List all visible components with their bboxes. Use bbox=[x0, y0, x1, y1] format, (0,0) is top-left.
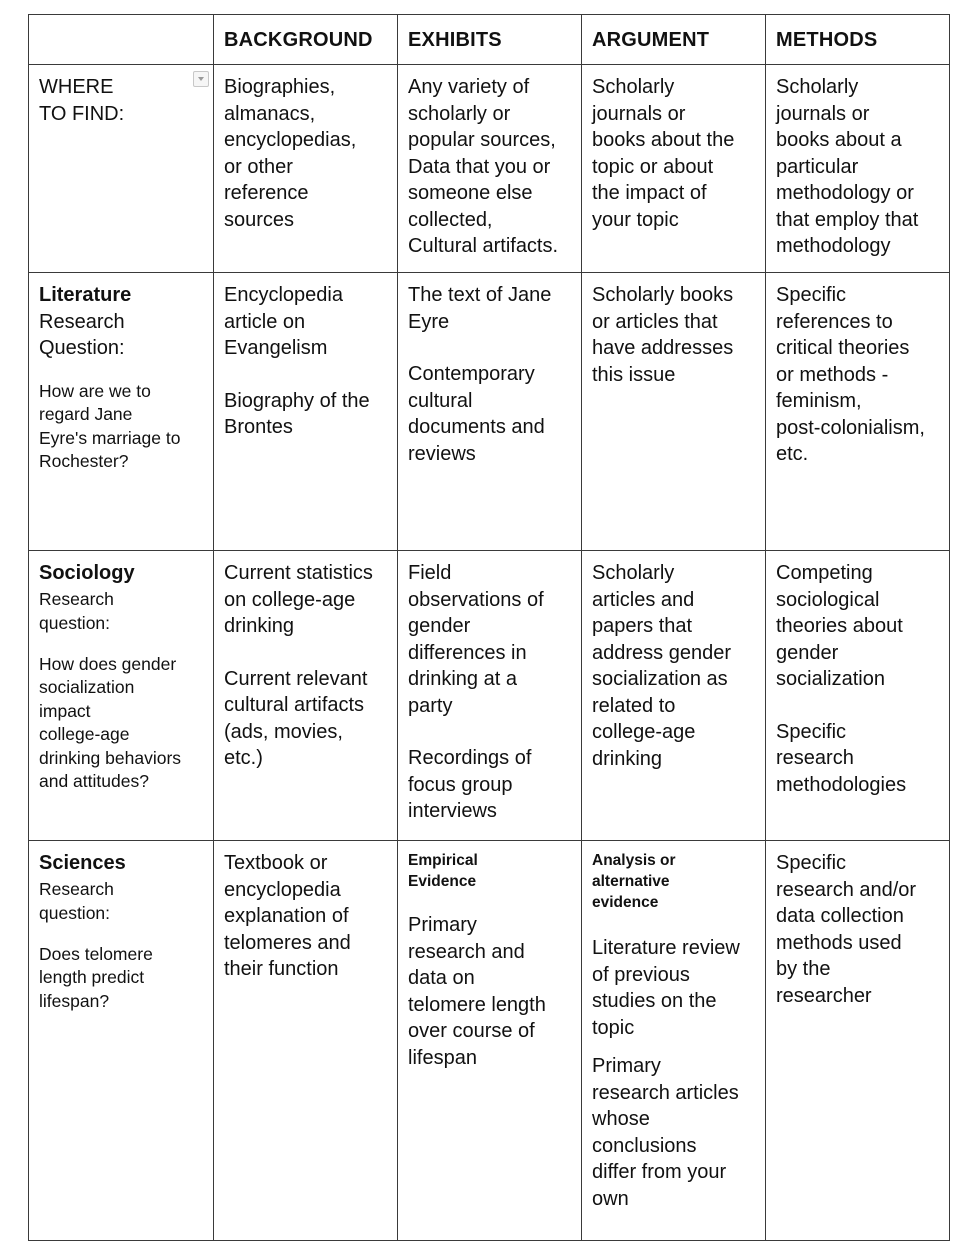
sociology-label-cell[interactable] bbox=[29, 551, 214, 841]
where-argument-text: Scholarly journals or books about the topic or about the impact of your topic bbox=[592, 76, 735, 231]
literature-methods-text: Specific references to critical theories or methods - feminism, post-colonialism, etc. bbox=[776, 284, 925, 465]
sciences-row bbox=[29, 841, 950, 1241]
sciences-exhibits-heading: Empirical Evidence bbox=[408, 852, 478, 890]
sociology-exhibits-text-2: Recordings of focus group interviews bbox=[408, 747, 532, 822]
literature-methods-cell[interactable] bbox=[766, 273, 950, 551]
sciences-exhibits-text: Primary research and data on telomere length over course of lifespan bbox=[408, 914, 546, 1069]
sciences-label-cell[interactable] bbox=[29, 841, 214, 1241]
sciences-background-text: Textbook or encyclopedia explanation of telomeres and their function bbox=[224, 852, 351, 980]
header-exhibits[interactable]: EXHIBITS bbox=[398, 15, 582, 65]
where-exhibits-text: Any variety of scholarly or popular sources, Data that you or someone else collected, Cultural artifacts. bbox=[408, 76, 559, 257]
header-corner-cell[interactable] bbox=[29, 15, 214, 65]
sociology-background-text-1: Current statistics on college-age drinking bbox=[224, 562, 373, 637]
header-background[interactable]: BACKGROUND bbox=[214, 15, 398, 65]
literature-background-cell[interactable] bbox=[214, 273, 398, 551]
where-to-find-label: WHERE TO FIND: bbox=[39, 76, 125, 125]
sciences-subtitle: Research question: bbox=[39, 878, 114, 923]
sciences-argument-text-2: Primary research articles whose conclusions differ from your own bbox=[592, 1055, 739, 1210]
sociology-title: Sociology bbox=[39, 562, 135, 584]
header-argument[interactable]: ARGUMENT bbox=[582, 15, 766, 65]
literature-subtitle: Research Question: bbox=[39, 310, 125, 359]
sociology-argument-text: Scholarly articles and papers that address gender socialization as related to college-age drinking bbox=[592, 562, 731, 770]
literature-exhibits-text-2: Contemporary cultural documents and reviews bbox=[408, 363, 545, 465]
sciences-exhibits-cell[interactable] bbox=[398, 841, 582, 1241]
header-row bbox=[29, 15, 950, 65]
header-methods[interactable]: METHODS bbox=[766, 15, 950, 65]
sciences-argument-heading: Analysis or alternative evidence bbox=[592, 852, 676, 911]
where-to-find-row bbox=[29, 65, 950, 273]
literature-background-text-2: Biography of the Brontes bbox=[224, 389, 370, 438]
literature-argument-cell[interactable] bbox=[582, 273, 766, 551]
sciences-background-cell[interactable] bbox=[214, 841, 398, 1241]
sciences-question: Does telomere length predict lifespan? bbox=[39, 943, 153, 1011]
where-background-cell[interactable] bbox=[214, 65, 398, 273]
sociology-exhibits-cell[interactable] bbox=[398, 551, 582, 841]
where-methods-cell[interactable] bbox=[766, 65, 950, 273]
literature-argument-text: Scholarly books or articles that have addresses this issue bbox=[592, 284, 734, 386]
sociology-exhibits-text-1: Field observations of gender differences in drinking at a party bbox=[408, 562, 544, 717]
where-argument-cell[interactable] bbox=[582, 65, 766, 273]
literature-exhibits-text-1: The text of Jane Eyre bbox=[408, 284, 552, 333]
literature-question: How are we to regard Jane Eyre's marriage to Rochester? bbox=[39, 380, 181, 471]
sociology-argument-cell[interactable] bbox=[582, 551, 766, 841]
sciences-title: Sciences bbox=[39, 852, 126, 874]
sociology-methods-text-1: Competing sociological theories about gender socialization bbox=[776, 562, 903, 690]
literature-row bbox=[29, 273, 950, 551]
where-to-find-label-cell[interactable] bbox=[29, 65, 214, 273]
where-exhibits-cell[interactable] bbox=[398, 65, 582, 273]
research-sources-table bbox=[28, 14, 950, 1241]
sociology-subtitle: Research question: bbox=[39, 588, 114, 633]
chevron-down-icon[interactable] bbox=[193, 71, 209, 87]
literature-background-text-1: Encyclopedia article on Evangelism bbox=[224, 284, 343, 359]
sociology-question: How does gender socialization impact college-age drinking behaviors and attitudes? bbox=[39, 653, 182, 791]
sciences-argument-cell[interactable] bbox=[582, 841, 766, 1241]
where-background-text: Biographies, almanacs, encyclopedias, or other reference sources bbox=[224, 76, 357, 231]
sciences-argument-text-1: Literature review of previous studies on the topic bbox=[592, 937, 740, 1039]
sociology-methods-text-2: Specific research methodologies bbox=[776, 720, 907, 796]
where-methods-text: Scholarly journals or books about a particular methodology or that employ that methodology bbox=[776, 76, 919, 257]
sciences-methods-cell[interactable] bbox=[766, 841, 950, 1241]
sociology-background-cell[interactable] bbox=[214, 551, 398, 841]
sociology-methods-cell[interactable] bbox=[766, 551, 950, 841]
sociology-row bbox=[29, 551, 950, 841]
sociology-background-text-2: Current relevant cultural artifacts (ads, movies, etc.) bbox=[224, 667, 368, 769]
literature-title: Literature bbox=[39, 284, 132, 306]
literature-exhibits-cell[interactable] bbox=[398, 273, 582, 551]
literature-label-cell[interactable] bbox=[29, 273, 214, 551]
sciences-methods-text: Specific research and/or data collection methods used by the researcher bbox=[776, 852, 917, 1007]
